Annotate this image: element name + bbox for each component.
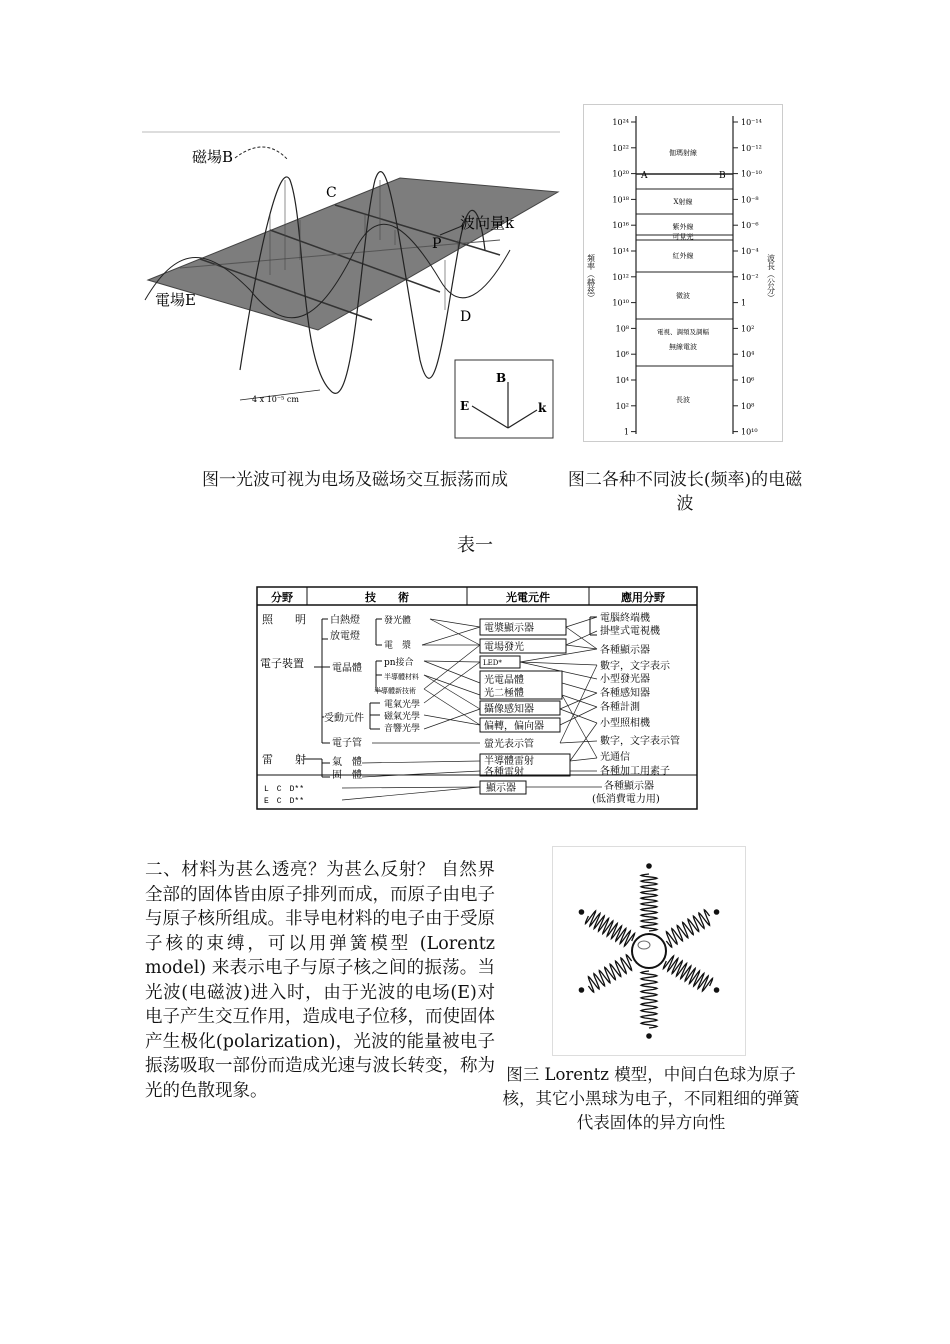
tech-incandescent: 白熱燈 — [330, 615, 360, 626]
app-displays: 各種顯示器 — [600, 645, 650, 656]
band-xray: X射線 — [673, 198, 693, 206]
field-laser: 雷 射 — [262, 753, 306, 766]
wavelength-tick-label: 10⁻⁶ — [741, 221, 759, 231]
app-light-emitter: 小型發光器 — [600, 674, 650, 685]
band-uv: 紫外線 — [672, 223, 694, 231]
wavelength-tick-label: 1 — [741, 298, 747, 308]
sub-plasma: 電 漿 — [384, 641, 412, 651]
freq-tick-label: 10²⁰ — [612, 169, 629, 179]
app-sensors: 各種感知器 — [600, 688, 650, 699]
marker-a: A — [641, 171, 648, 181]
wavelength-axis-label: 波長（公分） — [766, 254, 776, 302]
tech-transistor: 電晶體 — [332, 663, 362, 674]
wavelength-tick-label: 10⁸ — [741, 401, 755, 411]
section2-paragraph: 二、材料为甚么透亮？为甚么反射？ 自然界全部的固体皆由原子排列而成，而原子由电子与原子核所组成。非导电材料的电子由于受原子核的束缚，可以用弹簧模型 (Lorentz model) 来表示电子与原子核之间的振荡。当光波(电磁波)进入时，由于光波的电场(E)对电子产生交互作用，造成电子位移，而使固体产生极化(polarization)，光波的能量被电子振荡吸取一部份而造成光速与波长转变，称为光的色散现象。 — [145, 860, 495, 1101]
app-terminal: 電腦終端機 — [600, 613, 650, 624]
comp-semiconductor-laser: 半導體雷射 — [484, 756, 534, 767]
freq-tick-label: 10¹² — [612, 272, 629, 282]
sub-acousto-optic: 音響光學 — [384, 724, 421, 734]
point-c-label: C — [326, 185, 337, 201]
figure1-wave-diagram — [140, 120, 570, 450]
band-gamma: 伽瑪射線 — [669, 149, 697, 157]
freq-tick-label: 1 — [623, 427, 629, 437]
freq-tick-label: 10¹⁸ — [612, 195, 629, 205]
band-infrared: 紅外線 — [672, 252, 694, 260]
inset-k-label: k — [538, 401, 547, 415]
freq-tick-label: 10²⁴ — [612, 118, 629, 127]
freq-tick-label: 10¹⁶ — [612, 221, 629, 231]
comp-deflector: 偏轉，偏向器 — [484, 721, 544, 732]
sub-phosphor: 發光體 — [384, 616, 412, 626]
wavelength-tick-label: 10⁻⁴ — [741, 247, 759, 256]
app-digit-display: 數字，文字表示 — [600, 661, 670, 672]
figure3-caption: 图三 Lorentz 模型，中间白色球为原子核，其它小黑球为电子，不同粗细的弹簧代表固体的异方向性 — [502, 1065, 800, 1132]
app-wall-tv: 掛壁式電視機 — [600, 626, 660, 637]
tech-passive: 受動元件 — [324, 713, 364, 724]
comp-vfd: 螢光表示管 — [484, 739, 534, 750]
figure3-lorentz-model — [552, 846, 746, 1056]
frequency-axis-label: 頻率（赫兹） — [586, 254, 596, 302]
footnote-ecd: E C D** — [264, 797, 305, 806]
app-displays-2: 各種顯示器 — [604, 781, 654, 792]
comp-phototransistor: 光電晶體 — [484, 675, 524, 686]
freq-tick-label: 10⁶ — [615, 350, 629, 360]
table1-diagram — [252, 583, 704, 815]
app-low-power: (低消費電力用) — [592, 794, 660, 805]
comp-image-sensor: 攝像感知器 — [484, 704, 534, 715]
wavelength-tick-label: 10⁻⁸ — [741, 195, 759, 205]
app-camera: 小型照相機 — [600, 718, 650, 729]
figure1-caption: 图一光波可视为电场及磁场交互振荡而成 — [202, 470, 508, 490]
sub-magneto-optic: 磁氣光學 — [384, 712, 421, 722]
freq-tick-label: 10⁴ — [615, 376, 629, 385]
sub-pn-junction: pn接合 — [384, 658, 414, 668]
wavevector-label: 波向量k — [460, 214, 515, 232]
comp-led: LED* — [483, 659, 502, 667]
band-longwave: 長波 — [676, 396, 690, 404]
electron-ball — [714, 909, 720, 915]
app-optical-comm: 光通信 — [600, 752, 630, 763]
marker-b: B — [719, 171, 726, 181]
electric-field-label: 電場E — [155, 291, 196, 309]
point-d-label: D — [460, 309, 472, 325]
sub-electro-optic: 電氣光學 — [384, 700, 421, 710]
wavelength-tick-label: 10⁻¹⁰ — [741, 169, 762, 179]
app-digit-tube: 數字，文字表示管 — [600, 736, 680, 747]
table1-title: 表一 — [457, 535, 493, 556]
inset-e-label: E — [460, 399, 470, 413]
tech-gas: 氣 體 — [332, 757, 362, 768]
comp-photodiode: 光二極體 — [484, 688, 524, 699]
footnote-lcd: L C D** — [264, 785, 305, 794]
freq-tick-label: 10⁸ — [615, 324, 629, 334]
table1-header-field: 分野 — [271, 591, 293, 604]
wavelength-tick-label: 10² — [741, 324, 755, 334]
wavelength-tick-label: 10⁴ — [741, 350, 755, 360]
comp-electroluminescence: 電場發光 — [484, 642, 524, 653]
electron-ball — [579, 987, 585, 993]
magnetic-field-label: 磁場B — [192, 148, 234, 166]
figure2-caption: 图二各种不同波长(频率)的电磁波 — [567, 470, 803, 514]
electron-ball — [579, 909, 585, 915]
band-radio: 無線電波 — [669, 343, 697, 351]
electron-ball — [646, 1033, 652, 1039]
field-lighting: 照 明 — [262, 613, 306, 626]
comp-display: 顯示器 — [486, 783, 516, 794]
field-electronics: 電子裝置 — [260, 657, 304, 670]
tech-tube: 電子管 — [332, 738, 362, 749]
band-microwave: 微波 — [676, 292, 690, 300]
wavelength-tick-label: 10⁶ — [741, 376, 755, 385]
comp-plasma-display: 電漿顯示器 — [484, 623, 534, 634]
table1-header-component: 光電元件 — [506, 591, 550, 604]
wavelength-tick-label: 10⁻¹⁴ — [741, 118, 762, 127]
app-measurement: 各種計測 — [600, 702, 640, 713]
freq-tick-label: 10² — [615, 401, 629, 411]
sub-new-tech: 半導體新技術 — [374, 687, 416, 695]
inset-b-label: B — [496, 371, 507, 385]
wavelength-tick-label: 10¹⁰ — [741, 427, 758, 437]
freq-tick-label: 10²² — [612, 143, 629, 153]
tech-discharge: 放電燈 — [330, 631, 360, 642]
table1-header-technique: 技 術 — [365, 591, 409, 604]
table1-header-application: 應用分野 — [621, 591, 665, 604]
scale-label: 4 x 10⁻⁵ cm — [252, 395, 299, 404]
comp-various-lasers: 各種雷射 — [484, 767, 524, 778]
freq-tick-label: 10¹⁴ — [612, 247, 629, 256]
app-processing: 各種加工用素子 — [600, 766, 670, 777]
point-p-label: P — [432, 236, 442, 252]
wavelength-tick-label: 10⁻² — [741, 272, 759, 282]
wavelength-tick-label: 10⁻¹² — [741, 143, 762, 153]
electron-ball — [646, 863, 652, 869]
electron-ball — [714, 987, 720, 993]
freq-tick-label: 10¹⁰ — [612, 298, 629, 308]
band-tv-fm-am: 電視、調頻及調幅 — [657, 328, 709, 336]
tech-solid: 固 體 — [332, 770, 362, 781]
sub-semiconductor: 半導體材料 — [384, 673, 419, 681]
band-visible: 可見光 — [672, 233, 694, 241]
figure2-spectrum-chart — [583, 104, 783, 442]
